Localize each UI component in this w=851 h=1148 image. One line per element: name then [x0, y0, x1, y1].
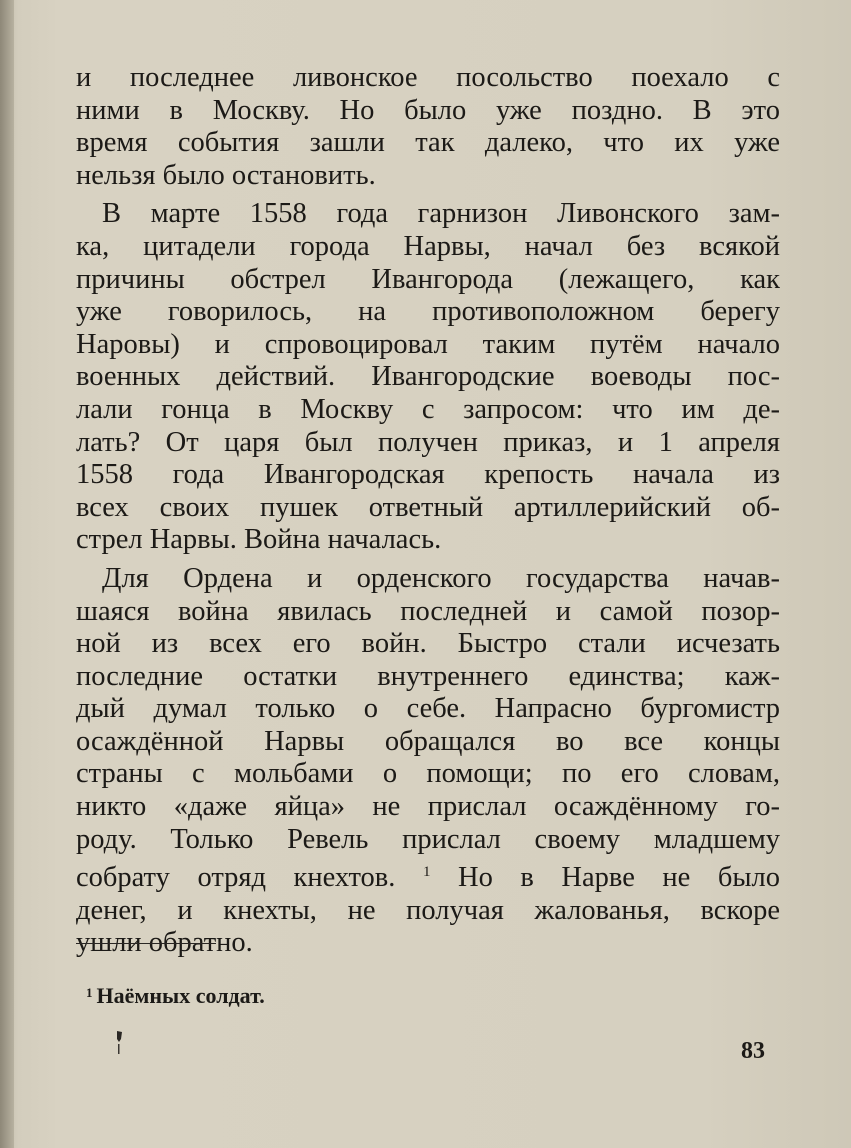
text-line: лать? От царя был получен приказ, и 1 апреля	[76, 426, 780, 458]
text-line: уже говорилось, на противоположном берегу	[76, 296, 780, 328]
text-line: Наровы) и спровоцировал таким путём начало	[76, 328, 780, 360]
paragraph-3	[76, 563, 780, 960]
text-line: осаждённой Нарвы обращался во все концы	[76, 725, 780, 757]
footnote-text: Наёмных солдат.	[96, 983, 265, 1008]
text-line: ними в Москву. Но было уже поздно. В это	[76, 94, 780, 126]
text-line: Для Ордена и орденского государства начав-	[102, 562, 780, 594]
text-line: всех своих пушек ответный артиллерийский об-	[76, 491, 780, 523]
ink-blot-mark	[114, 1030, 124, 1056]
text-line: стрел Нарвы. Война началась.	[76, 524, 442, 556]
paragraph-2	[76, 198, 780, 557]
text-line: и последнее ливонское посольство поехало с	[76, 62, 780, 93]
text-line-with-footnote-ref	[76, 856, 780, 895]
text-line: В марте 1558 года гарнизон Ливонского зам-	[102, 198, 780, 230]
body-text	[76, 62, 780, 960]
paragraph-1	[76, 62, 780, 192]
text-line: время события зашли так далеко, что их уже	[76, 127, 780, 159]
footnote-marker: 1	[86, 985, 93, 1000]
text-line: денег, и кнехты, не получая жалованья, вскоре	[76, 894, 780, 926]
text-line: последние остатки внутреннего единства; каж-	[76, 660, 780, 692]
page-number: 83	[741, 1038, 765, 1064]
text-line: ка, цитадели города Нарвы, начал без всякой	[76, 230, 780, 262]
text-line: шаяся война явилась последней и самой позор-	[76, 595, 780, 627]
text-line: ной из всех его войн. Быстро стали исчезать	[76, 628, 780, 660]
footnote-divider	[76, 943, 216, 944]
footnote-reference[interactable]: 1	[422, 864, 431, 881]
text-line: военных действий. Ивангородские воеводы пос-	[76, 361, 780, 393]
text-line: ушли обратно.	[76, 927, 253, 959]
text-line: дый думал только о себе. Напрасно бургомистр	[76, 693, 780, 725]
text-line: нельзя было остановить.	[76, 159, 376, 191]
footnote	[86, 983, 265, 1009]
text-segment: собрату отряд кнехтов.	[76, 862, 396, 894]
text-line: страны с мольбами о помощи; по его словам,	[76, 758, 780, 790]
text-line: лали гонца в Москву с запросом: что им де-	[76, 393, 780, 425]
text-segment: Но в Нарве не было	[458, 862, 780, 894]
text-line: причины обстрел Ивангорода (лежащего, как	[76, 263, 780, 295]
text-line: 1558 года Ивангородская крепость начала из	[76, 459, 780, 491]
page-binding-edge	[0, 0, 14, 1148]
text-line: никто «даже яйца» не прислал осаждённому го-	[76, 791, 780, 823]
text-line: роду. Только Ревель прислал своему младшему	[76, 823, 780, 855]
